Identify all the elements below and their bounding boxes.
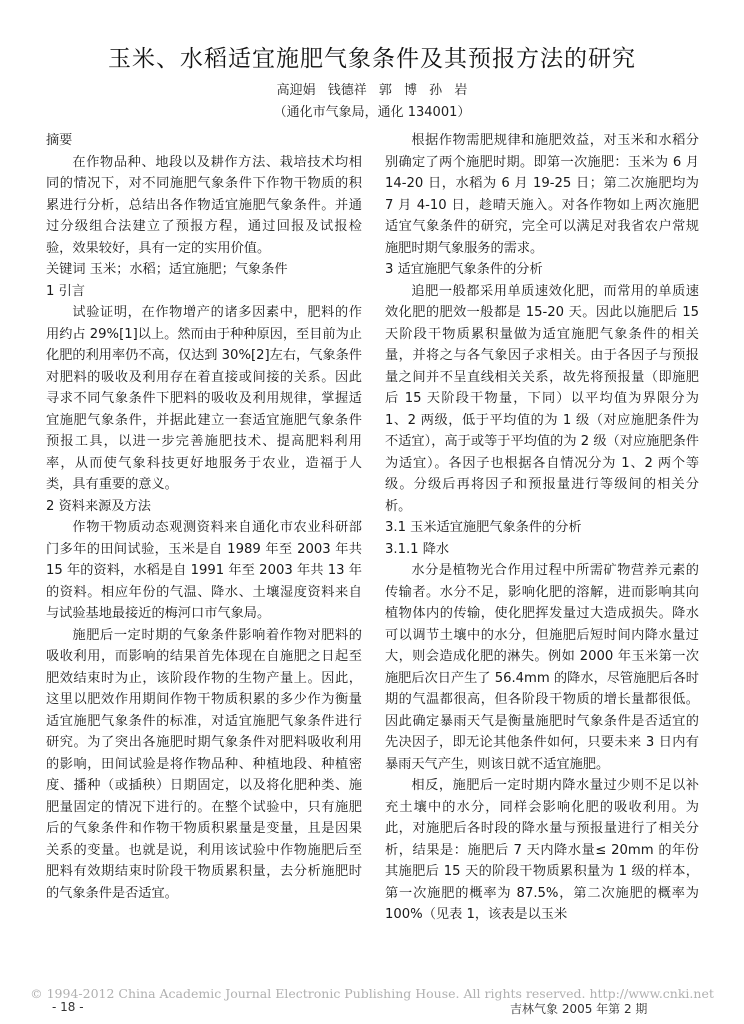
section-heading: 3.1.1 降水 bbox=[385, 541, 450, 557]
body-paragraph: 相反，施肥后一定时期内降水量过少则不足以补充土壤中的水分，同样会影响化肥的吸收利用。为此，对施肥后各时段的降水量与预报量进行了相关分析，结果是：施肥后 7 天内降水量≤ 20mm 的年份其施肥后 15 天的阶段干物质累积量为 1 级的样本，第一次施肥的概率为 87.5%，第二次施肥的概率为 100%（见表 1，该表是以玉米 bbox=[385, 778, 699, 922]
journal-issue: 吉林气象 2005 年第 2 期 bbox=[510, 1002, 648, 1016]
body-paragraph: 根据作物需肥规律和施肥效益，对玉米和水稻分别确定了两个施肥时期。即第一次施肥：玉米为 6 月 14-20 日，水稻为 6 月 19-25 日；第二次施肥均为 7 月 4-10 日，趁晴天施入。对各作物如上两次施肥适宜气象条件的研究，完全可以满足对我省农户常规施肥时期气象服务的需求。 bbox=[385, 133, 699, 256]
section-heading: 3 适宜施肥气象条件的分析 bbox=[385, 262, 543, 277]
paper-authors: 高迎娟 钱德祥 郭 博 孙 岩 bbox=[276, 83, 468, 98]
page-number: - 18 - bbox=[52, 1000, 84, 1014]
left-column bbox=[46, 130, 362, 904]
paper-title: 玉米、水稻适宜施肥气象条件及其预报方法的研究 bbox=[108, 46, 636, 72]
body-paragraph: 施肥后一定时期的气象条件影响着作物对肥料的吸收利用，而影响的结果首先体现在自施肥之日起至肥效结束时为止，该阶段作物的生物产量上。因此，这里以肥效作用期间作物干物质积累的多少作为衡量适宜施肥气象条件的标准，对适宜施肥气象条件进行研究。为了突出各施肥时期气象条件对肥料吸收利用的影响，田间试验是将作物品种、种植地段、种植密度、播种（或插秧）日期固定，以及将化肥种类、施肥量固定的情况下进行的。在整个试验中，只有施肥后的气象条件和作物干物质积累量是变量，且是因果关系的变量。也就是说，利用该试验中作物施肥后至肥料有效期结束时阶段干物质累积量，去分析施肥时的气象条件是否适宜。 bbox=[46, 627, 362, 901]
section-heading: 1 引言 bbox=[46, 283, 85, 299]
body-paragraph: 试验证明，在作物增产的诸多因素中，肥料的作用约占 29%[1]以上。然而由于种种原因，至目前为止化肥的利用率仍不高，仅达到 30%[2]左右，气象条件对肥料的吸收及利用存在着直接或间接的关系。因此寻求不同气象条件下肥料的吸收及利用规律，掌握适宜施肥气象条件，并据此建立一套适宜施肥气象条件预报工具，以进一步完善施肥技术、提高肥料利用率，从而使气象科技更好地服务于农业，造福于人类，具有重要的意义。 bbox=[46, 305, 362, 492]
body-paragraph: 水分是植物光合作用过程中所需矿物营养元素的传输者。水分不足，影响化肥的溶解，进而影响其向植物体内的传输，使化肥挥发量过大造成损失。降水可以调节土壤中的水分，但施肥后短时间内降水量过大，则会造成化肥的淋失。例如 2000 年玉米第一次施肥后次日产生了 56.4mm 的降水，尽管施肥后各时期的气温都很高，但各阶段干物质的增长量都很低。因此确定暴雨天气是衡量施肥时气象条件是否适宜的先决因子，即无论其他条件如何，只要未来 3 日内有暴雨天气产生，则该日就不适宜施肥。 bbox=[385, 563, 699, 772]
section-heading: 关键词 玉米；水稻；适宜施肥；气象条件 bbox=[46, 262, 288, 277]
section-heading: 2 资料来源及方法 bbox=[46, 498, 151, 514]
body-paragraph: 追肥一般都采用单质速效化肥，而常用的单质速效化肥的肥效一般都是 15-20 天。因此以施肥后 15 天阶段干物质累积量做为适宜施肥气象条件的相关量，并将之与各气象因子求相关。由于各因子与预报量之间并不呈直线相关关系，故先将预报量（即施肥后 15 天阶段干物量，下同）以平均值为界限分为 1、2 两级，低于平均值的为 1 级（对应施肥条件为不适宜），高于或等于平均值的为 2 级（对应施肥条件为适宜）。各因子也根据各自情况分为 1、2 两个等级。分级后再将因子和预报量进行等级间的相关分析。 bbox=[385, 283, 699, 514]
right-column bbox=[385, 130, 699, 926]
paper-affiliation: （通化市气象局，通化 134001） bbox=[273, 105, 471, 120]
copyright-watermark: © 1994-2012 China Academic Journal Electronic Publishing House. All rights reserved. http://www.cnki.net bbox=[30, 986, 714, 1001]
section-heading: 摘要 bbox=[46, 133, 73, 148]
section-heading: 3.1 玉米适宜施肥气象条件的分析 bbox=[385, 520, 582, 535]
body-paragraph: 在作物品种、地段以及耕作方法、栽培技术均相同的情况下，对不同施肥气象条件下作物干物质的积累进行分析，总结出各作物适宜施肥气象条件。并通过分级组合法建立了预报方程，通过回报及试报检验，效果较好，具有一定的实用价值。 bbox=[46, 154, 362, 256]
body-paragraph: 作物干物质动态观测资料来自通化市农业科研部门多年的田间试验，玉米是自 1989 年至 2003 年共 15 年的资料，水稻是自 1991 年至 2003 年共 13 年的资料。相应年份的气温、降水、土壤湿度资料来自与试验基地最接近的梅河口市气象局。 bbox=[46, 520, 362, 621]
